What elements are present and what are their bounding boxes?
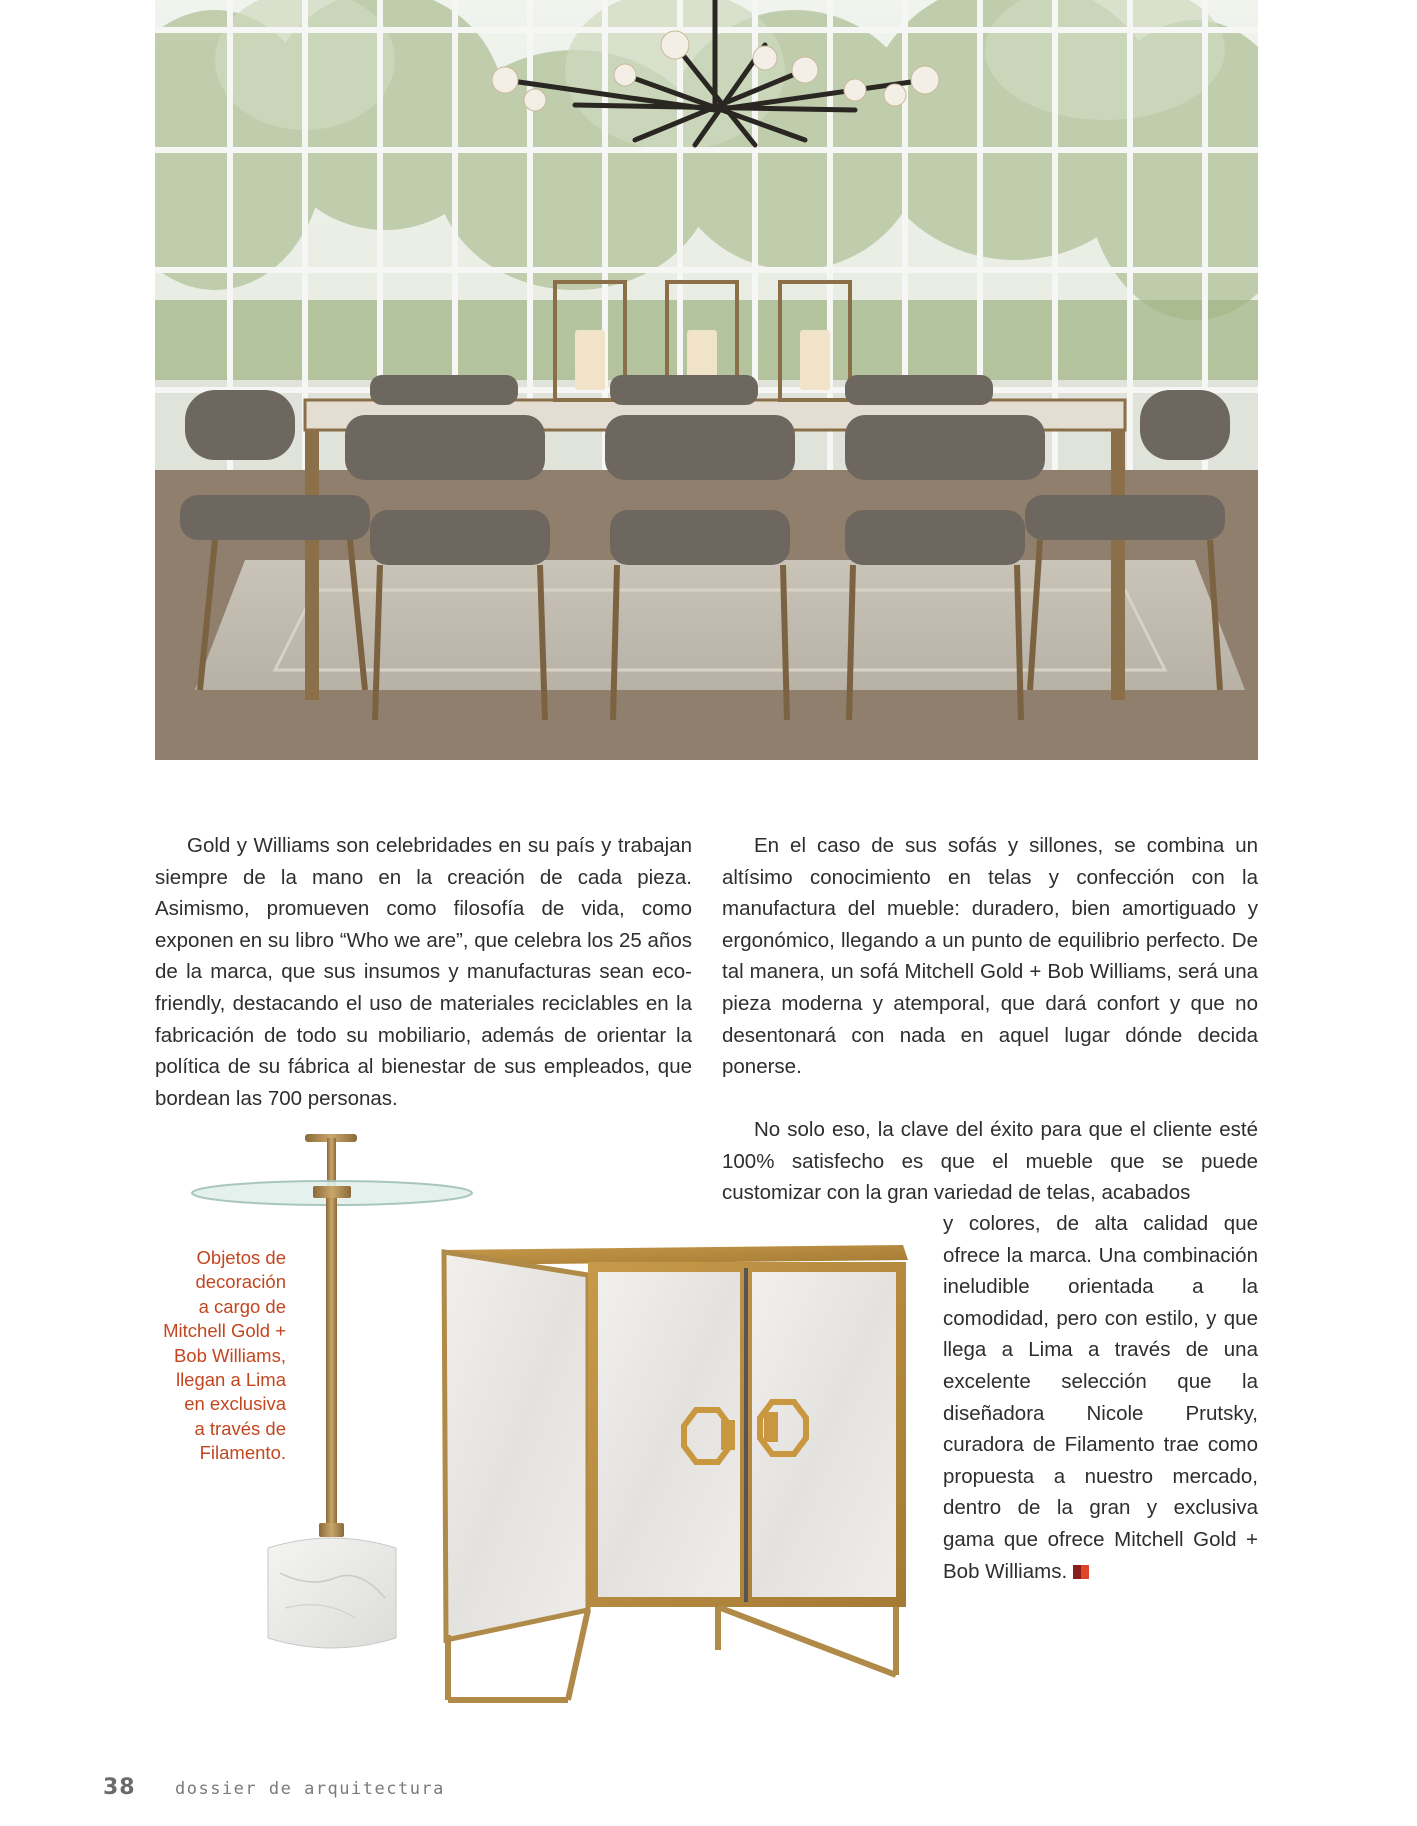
cabinet-side-panel xyxy=(444,1252,588,1640)
page-number: 38 xyxy=(103,1775,136,1800)
paragraph-customization-start: No solo eso, la clave del éxito para que el cliente esté 100% satisfecho es que el mueble que se puede customizar con la gran variedad de telas, acabados xyxy=(722,1118,1258,1205)
end-of-article-mark xyxy=(1073,1565,1089,1579)
cabinet-illustration xyxy=(438,1240,918,1710)
article-column-right-top xyxy=(722,830,1258,1083)
caption-line: a cargo de xyxy=(198,1295,286,1317)
article-column-right-mid xyxy=(722,1114,1258,1209)
caption-line: Objetos de xyxy=(196,1247,286,1268)
publication-name: dossier de arquitectura xyxy=(175,1779,445,1799)
paragraph-customization-end-text: y colores, de alta calidad que ofrece la marca. Una combinación ineludible orientada a la comodidad, pero con estilo, y que llega a Lima a través de una excelente selección que la diseñadora Nicole Prutsky, curadora de Filamento trae como propuesta a nuestro mercado, dentro de la gran y exclusiva gama que ofrece Mitchell Gold + Bob Williams. xyxy=(943,1212,1258,1583)
dining-room-illustration xyxy=(155,0,1258,760)
caption-line: Filamento. xyxy=(199,1442,286,1464)
cabinet-door-left xyxy=(598,1272,740,1597)
cabinet-photo xyxy=(438,1240,918,1710)
paragraph-brand-philosophy: Gold y Williams son celebridades en su país y trabajan siempre de la mano en la creación de cada pieza. Asimismo, promueven como filosofía de vida, como exponen en su libro “Who we are”, que celebra los 25 años de la marca, que sus insumos y manufacturas sean eco-friendly, destacando el uso de materiales reciclables en la fabricación de todo su mobiliario, además de orientar la política de su fábrica al bienestar de sus empleados, que bordean las 700 personas. xyxy=(155,834,692,1110)
caption-line: Mitchell Gold + xyxy=(163,1320,286,1342)
paragraph-customization-end xyxy=(943,1208,1258,1587)
caption-line: Bob Williams, xyxy=(173,1344,286,1366)
hero-photo-dining-room xyxy=(155,0,1258,760)
caption-line: llegan a Lima xyxy=(175,1369,286,1391)
article-column-right-wrap xyxy=(943,1208,1258,1587)
article-column-left xyxy=(155,830,692,1114)
paragraph-sofas: En el caso de sus sofás y sillones, se combina un altísimo conocimiento en telas y confección con la manufactura del mueble: duradero, bien amortiguado y ergonómico, llegando a un punto de equilibrio perfecto. De tal manera, un sofá Mitchell Gold + Bob Williams, será una pieza moderna y atemporal, que dará confort y que no desentonará con nada en aquel lugar dónde decida ponerse. xyxy=(722,834,1258,1079)
caption-line: en exclusiva xyxy=(184,1393,286,1415)
caption-line: a través de xyxy=(194,1417,286,1439)
caption-line: decoración xyxy=(195,1271,286,1293)
marble-base xyxy=(268,1538,396,1648)
